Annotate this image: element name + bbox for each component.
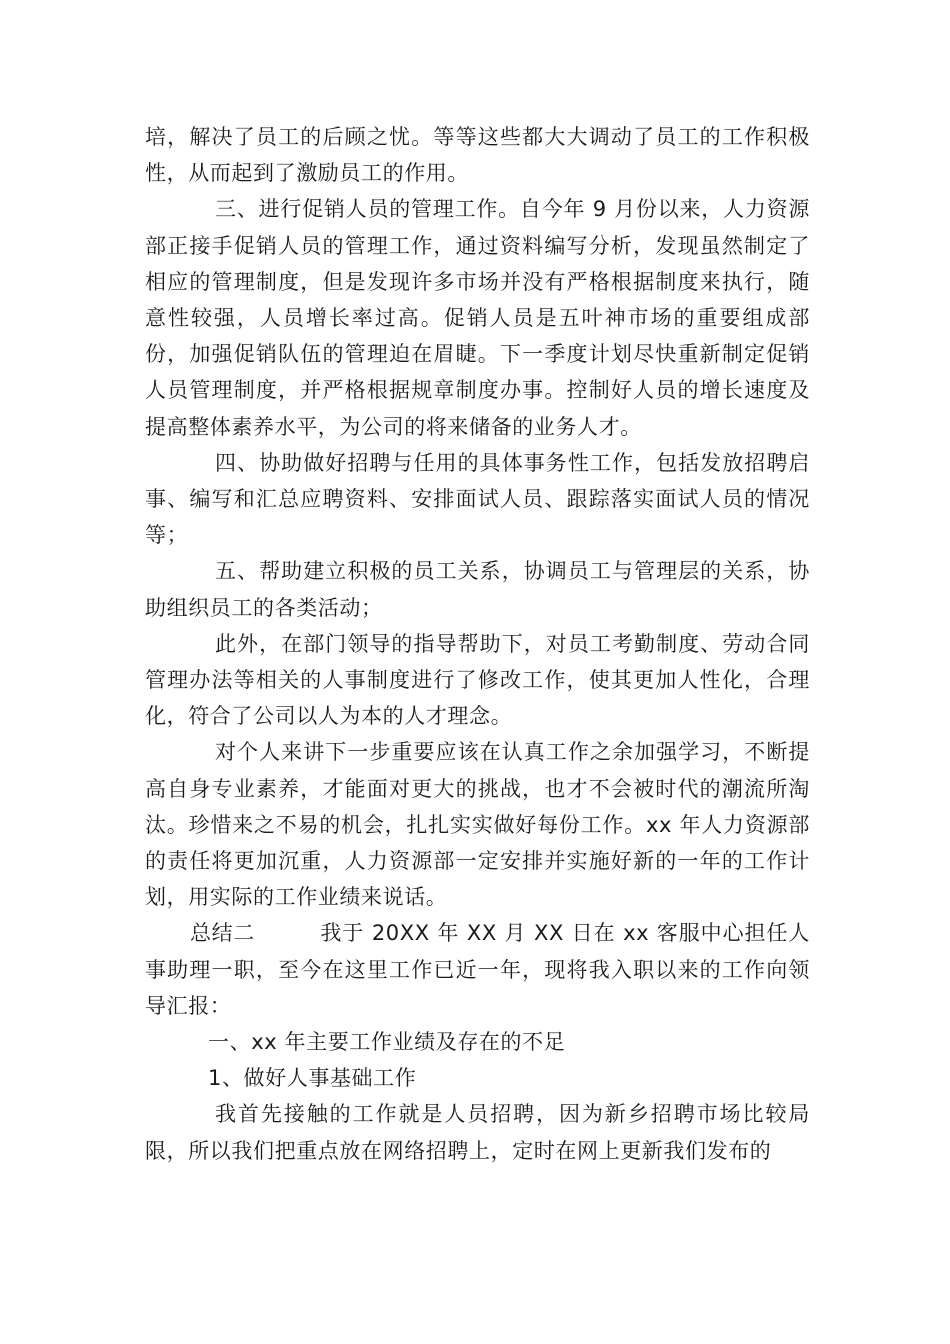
summary-label: 总结二 (190, 921, 255, 946)
paragraph-recruitment: 四、协助做好招聘与任用的具体事务性工作，包括发放招聘启事、编写和汇总应聘资料、安排面试人员、跟踪落实面试人员的情况等； (145, 450, 810, 548)
paragraph-employee-relations: 五、帮助建立积极的员工关系，协调员工与管理层的关系，协助组织员工的各类活动； (145, 559, 810, 620)
summary-text: 我于 20XX 年 XX 月 XX 日在 xx 客服中心担任人事助理一职，至今在这里工作已近一年，现将我入职以来的工作向领导汇报： (145, 921, 810, 1018)
paragraph-personal-plan: 对个人来讲下一步重要应该在认真工作之余加强学习，不断提高自身专业素养，才能面对更大的挑战，也才不会被时代的潮流所淘汰。珍惜来之不易的机会，扎扎实实做好每份工作。xx 年人力资源部的责任将更加沉重，人力资源部一定安排并实施好新的一年的工作计划，用实际的工作业绩来说话。 (145, 740, 810, 910)
summary-two-paragraph (145, 915, 810, 1024)
paragraph-recruitment-detail: 我首先接触的工作就是人员招聘，因为新乡招聘市场比较局限，所以我们把重点放在网络招聘上，定时在网上更新我们发布的 (145, 1102, 810, 1163)
paragraph-additionally: 此外，在部门领导的指导帮助下，对员工考勤制度、劳动合同管理办法等相关的人事制度进行了修改工作，使其更加人性化，合理化，符合了公司以人为本的人才理念。 (145, 631, 810, 729)
section-heading: 一、xx 年主要工作业绩及存在的不足 (208, 1030, 566, 1055)
document-body (145, 119, 810, 1169)
paragraph-continuation: 培，解决了员工的后顾之忧。等等这些都大大调动了员工的工作积极性，从而起到了激励员工的作用。 (145, 125, 810, 186)
subsection-heading: 1、做好人事基础工作 (208, 1066, 417, 1091)
paragraph-promotion-staff: 三、进行促销人员的管理工作。自今年 9 月份以来，人力资源部正接手促销人员的管理工作，通过资料编写分析，发现虽然制定了相应的管理制度，但是发现许多市场并没有严格根据制度来执行，随意性较强，人员增长率过高。促销人员是五叶神市场的重要组成部份，加强促销队伍的管理迫在眉睫。下一季度计划尽快重新制定促销人员管理制度，并严格根据规章制度办事。控制好人员的增长速度及提高整体素养水平，为公司的将来储备的业务人才。 (145, 197, 810, 439)
